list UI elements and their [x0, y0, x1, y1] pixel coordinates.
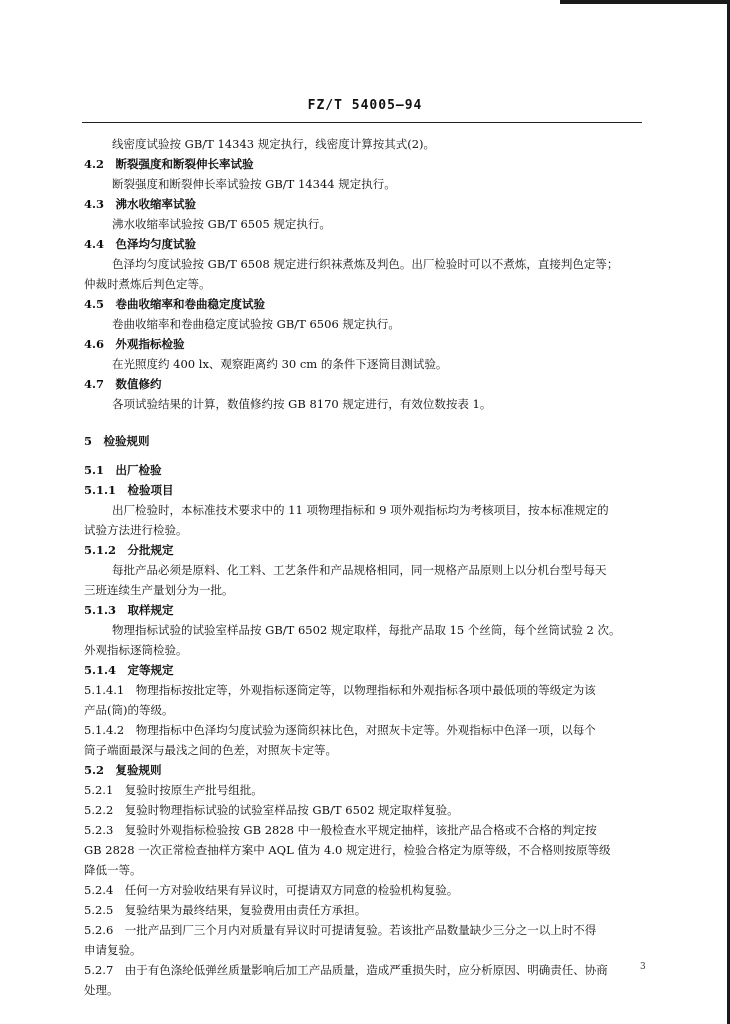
- text-line: 物理指标试验的试验室样品按 GB/T 6502 规定取样，每批产品取 15 个丝筒，每个丝筒试验 2 次。: [112, 623, 621, 637]
- text-line: 降低一等。: [84, 863, 142, 877]
- section-heading: 5.1.1 检验项目: [84, 483, 174, 497]
- text-line: 每批产品必须是原料、化工料、工艺条件和产品规格相同，同一规格产品原则上以分机台型号每天: [112, 563, 607, 577]
- header-divider: [82, 122, 642, 123]
- text-line: 5.2.1 复验时按原生产批号组批。: [84, 783, 263, 797]
- text-line: 5.1.4.2 物理指标中色泽均匀度试验为逐筒织袜比色，对照灰卡定等。外观指标中色泽一项，以每个: [84, 723, 596, 737]
- section-heading: 4.7 数值修约: [84, 377, 162, 391]
- section-heading: 5.1.2 分批规定: [84, 543, 174, 557]
- text-line: 沸水收缩率试验按 GB/T 6505 规定执行。: [112, 217, 331, 231]
- text-line: 三班连续生产量划分为一批。: [84, 583, 234, 597]
- section-heading: 5.2 复验规则: [84, 763, 162, 777]
- text-line: 外观指标逐筒检验。: [84, 643, 188, 657]
- section-heading: 5.1.3 取样规定: [84, 603, 174, 617]
- text-line: 各项试验结果的计算，数值修约按 GB 8170 规定进行，有效位数按表 1。: [112, 397, 492, 411]
- text-line: 卷曲收缩率和卷曲稳定度试验按 GB/T 6506 规定执行。: [112, 317, 400, 331]
- text-line: 申请复验。: [84, 943, 142, 957]
- text-line: 5.1.4.1 物理指标按批定等，外观指标逐筒定等，以物理指标和外观指标各项中最低项的等级定为该: [84, 683, 596, 697]
- standard-number-header: FZ/T 54005—94: [307, 98, 423, 113]
- section-heading: 4.6 外观指标检验: [84, 337, 185, 351]
- text-line: GB 2828 一次正常检查抽样方案中 AQL 值为 4.0 规定进行，检验合格定为原等级，不合格则按原等级: [84, 843, 611, 857]
- text-line: 产品(筒)的等级。: [84, 703, 174, 717]
- text-line: 筒子端面最深与最浅之间的色差，对照灰卡定等。: [84, 743, 337, 757]
- text-line: 色泽均匀度试验按 GB/T 6508 规定进行织袜煮炼及判色。出厂检验时可以不煮炼，直接判色定等；: [112, 257, 619, 271]
- text-line: 5.2.7 由于有色涤纶低弹丝质量影响后加工产品质量，造成严重损失时，应分析原因、明确责任、协商: [84, 963, 608, 977]
- section-heading: 4.2 断裂强度和断裂伸长率试验: [84, 157, 254, 171]
- text-line: 5.2.2 复验时物理指标试验的试验室样品按 GB/T 6502 规定取样复验。: [84, 803, 459, 817]
- text-line: 5.2.4 任何一方对验收结果有异议时，可提请双方同意的检验机构复验。: [84, 883, 459, 897]
- document-body: [84, 134, 654, 1000]
- text-line: 5.2.3 复验时外观指标检验按 GB 2828 中一般检查水平规定抽样，该批产品合格或不合格的判定按: [84, 823, 597, 837]
- text-line: 试验方法进行检验。: [84, 523, 188, 537]
- text-line: 出厂检验时，本标准技术要求中的 11 项物理指标和 9 项外观指标均为考核项目，按本标准规定的: [112, 503, 609, 517]
- text-line: 线密度试验按 GB/T 14343 规定执行，线密度计算按其式(2)。: [112, 137, 436, 151]
- text-line: 断裂强度和断裂伸长率试验按 GB/T 14344 规定执行。: [112, 177, 396, 191]
- text-line: 在光照度约 400 lx、观察距离约 30 cm 的条件下逐筒目测试验。: [112, 357, 448, 371]
- section-heading: 4.5 卷曲收缩率和卷曲稳定度试验: [84, 297, 266, 311]
- text-line: 5.2.6 一批产品到厂三个月内对质量有异议时可提请复验。若该批产品数量缺少三分之一以上时不得: [84, 923, 597, 937]
- section-heading: 5 检验规则: [84, 434, 150, 448]
- section-heading: 4.4 色泽均匀度试验: [84, 237, 197, 251]
- scan-edge-top: [560, 0, 730, 4]
- page-number: 3: [640, 962, 646, 972]
- text-line: 仲裁时煮炼后判色定等。: [84, 277, 211, 291]
- section-heading: 5.1 出厂检验: [84, 463, 162, 477]
- text-line: 5.2.5 复验结果为最终结果，复验费用由责任方承担。: [84, 903, 367, 917]
- section-heading: 4.3 沸水收缩率试验: [84, 197, 197, 211]
- section-heading: 5.1.4 定等规定: [84, 663, 174, 677]
- text-line: 处理。: [84, 983, 119, 997]
